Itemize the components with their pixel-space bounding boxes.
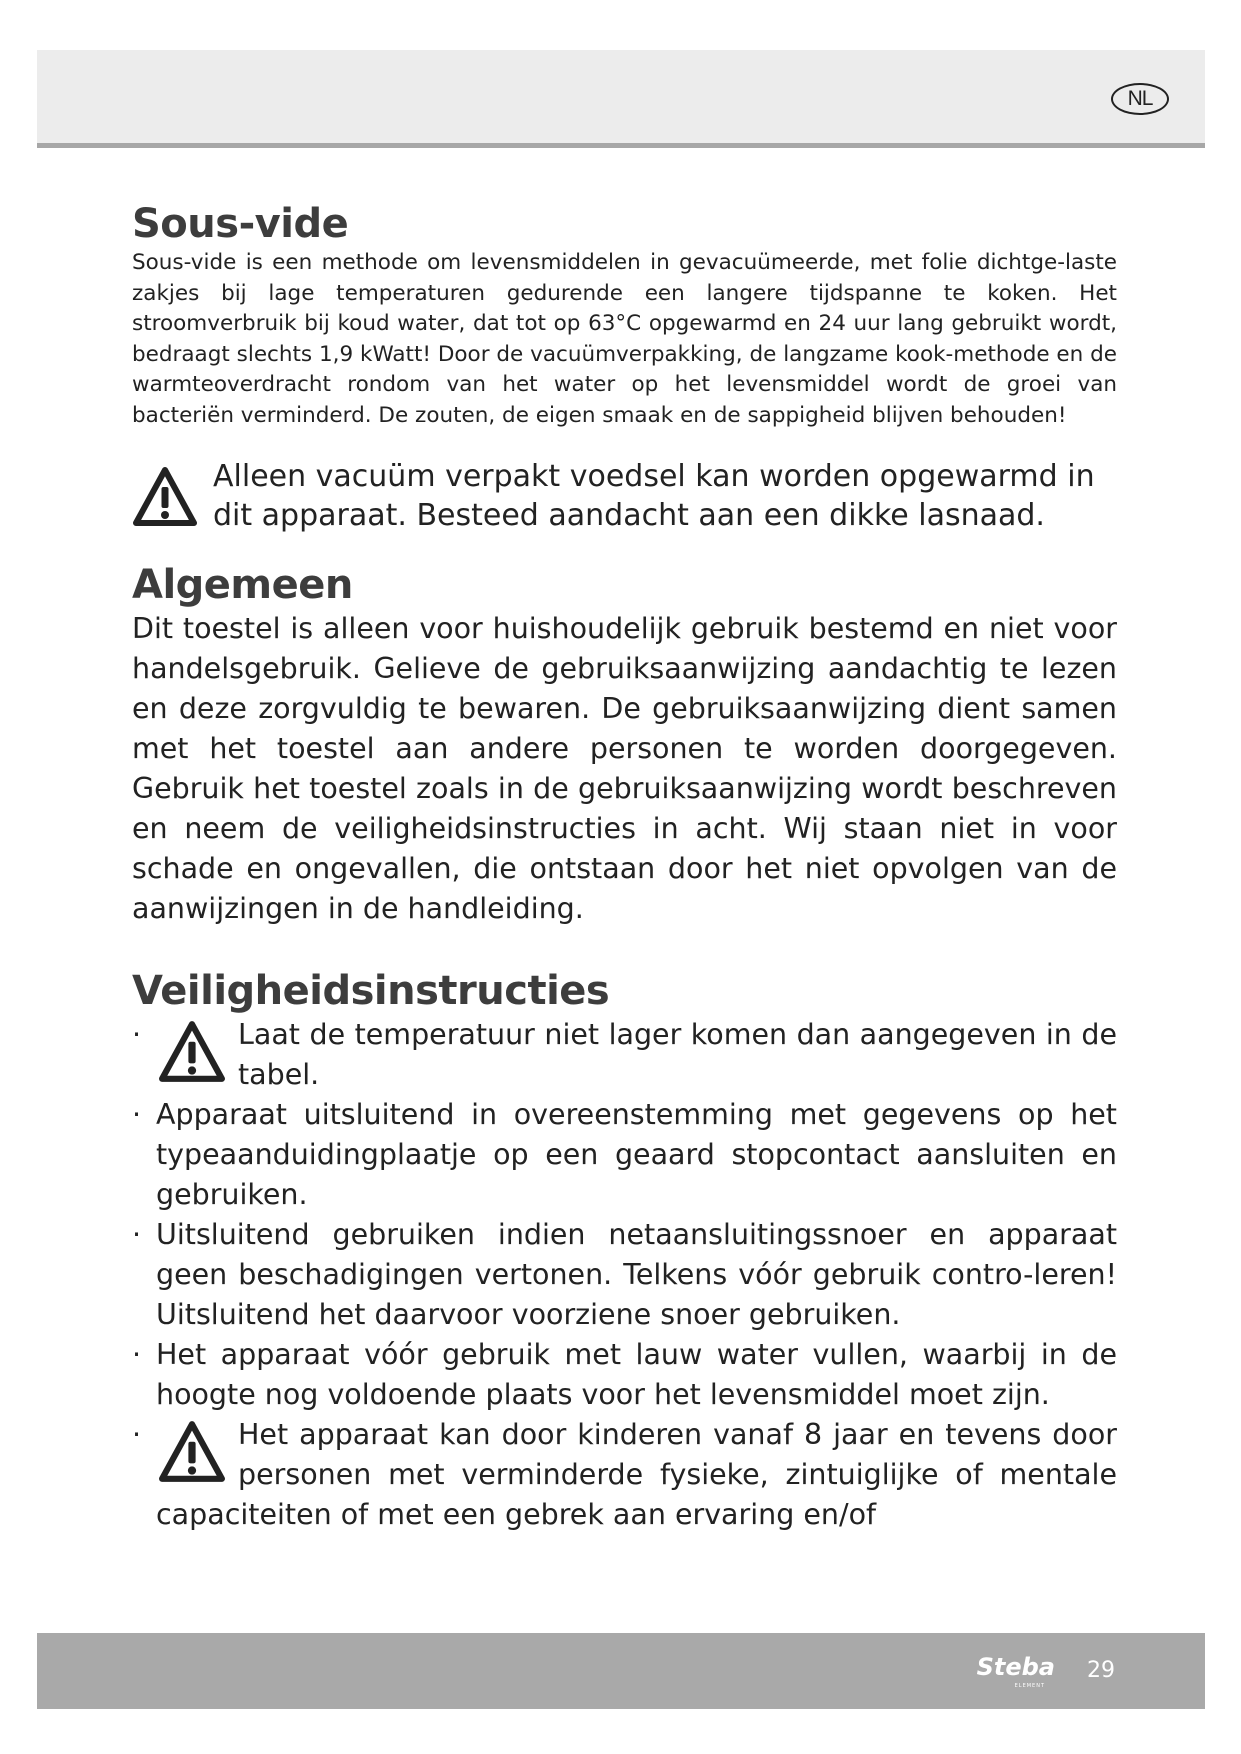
list-item [132, 1335, 1117, 1415]
warning-icon [132, 465, 198, 529]
list-item [132, 1415, 1117, 1535]
section-title-algemeen: Algemeen [132, 562, 353, 608]
safety-item-text: Het apparaat kan door kinderen vanaf 8 jaar en tevens door personen met verminderde fysieke, zintuiglijke of mentale capaciteiten of met een gebrek aan ervaring en/of [156, 1418, 1117, 1531]
list-item [132, 1015, 1117, 1095]
safety-item-text: Laat de temperatuur niet lager komen dan aangegeven in de tabel. [238, 1018, 1117, 1091]
footer-band [37, 1633, 1205, 1709]
list-item [132, 1095, 1117, 1215]
page-content [132, 200, 1117, 1535]
list-item [132, 1215, 1117, 1335]
brand-logo-sub: ELEMENT [1014, 1683, 1045, 1689]
safety-item-text: Apparaat uitsluitend in overeenstemming met gegevens op het typeaanduidingplaatje op een geaard stopcontact aansluiten en gebruiken. [156, 1098, 1117, 1211]
section-sous-vide [132, 200, 1117, 535]
sous-vide-warning [132, 457, 1117, 535]
warning-icon [158, 1419, 226, 1485]
brand-logo: Steba [976, 1653, 1055, 1681]
warning-text: Alleen vacuüm verpakt voedsel kan worden opgewarmd in dit apparaat. Besteed aandacht aan een dikke lasnaad. [213, 459, 1095, 533]
safety-item-text: Uitsluitend gebruiken indien netaansluitingssnoer en apparaat geen beschadigingen vertonen. Telkens vóór gebruik contro-leren! Uitsluitend het daarvoor voorziene snoer gebruiken. [156, 1218, 1117, 1331]
sous-vide-body: Sous-vide is een methode om levensmiddelen in gevacuümeerde, met folie dichtge-laste zakjes bij lage temperaturen gedurende een langere tijdspanne te koken. Het stroomverbruik bij koud water, dat tot op 63°C opgewarmd en 24 uur lang gebruikt wordt, bedraagt slechts 1,9 kWatt! Door de vacuümverpakking, de langzame kook-methode en de warmteoverdracht rondom van het water op het levensmiddel wordt de groei van bacteriën verminderd. De zouten, de eigen smaak en de sappigheid blijven behouden! [132, 250, 1117, 428]
bullet-dot: · [132, 1018, 142, 1051]
header-band [37, 50, 1205, 148]
section-title-sous-vide: Sous-vide [132, 201, 349, 247]
section-algemeen [132, 561, 1117, 929]
bullet-dot: · [132, 1338, 142, 1371]
bullet-dot: · [132, 1098, 142, 1131]
algemeen-body: Dit toestel is alleen voor huishoudelijk gebruik bestemd en niet voor handelsgebruik. Gelieve de gebruiksaanwijzing aandachtig te lezen en deze zorgvuldig te bewaren. De gebruiksaanwijzing dient samen met het toestel aan andere personen te worden doorgegeven. Gebruik het toestel zoals in de gebruiksaanwijzing wordt beschreven en neem de veiligheidsinstructies in acht. Wij staan niet in voor schade en ongevallen, die ontstaan door het niet opvolgen van de aanwijzingen in de handleiding. [132, 612, 1117, 925]
warning-icon [158, 1019, 226, 1085]
language-badge: NL [1111, 83, 1169, 115]
safety-item-text: Het apparaat vóór gebruik met lauw water vullen, waarbij in de hoogte nog voldoende plaats voor het levensmiddel moet zijn. [156, 1338, 1117, 1411]
bullet-dot: · [132, 1218, 142, 1251]
bullet-dot: · [132, 1418, 142, 1451]
section-title-veiligheid: Veiligheidsinstructies [132, 968, 610, 1014]
page-number: 29 [1087, 1658, 1115, 1683]
section-veiligheidsinstructies [132, 967, 1117, 1535]
safety-list [132, 1015, 1117, 1535]
